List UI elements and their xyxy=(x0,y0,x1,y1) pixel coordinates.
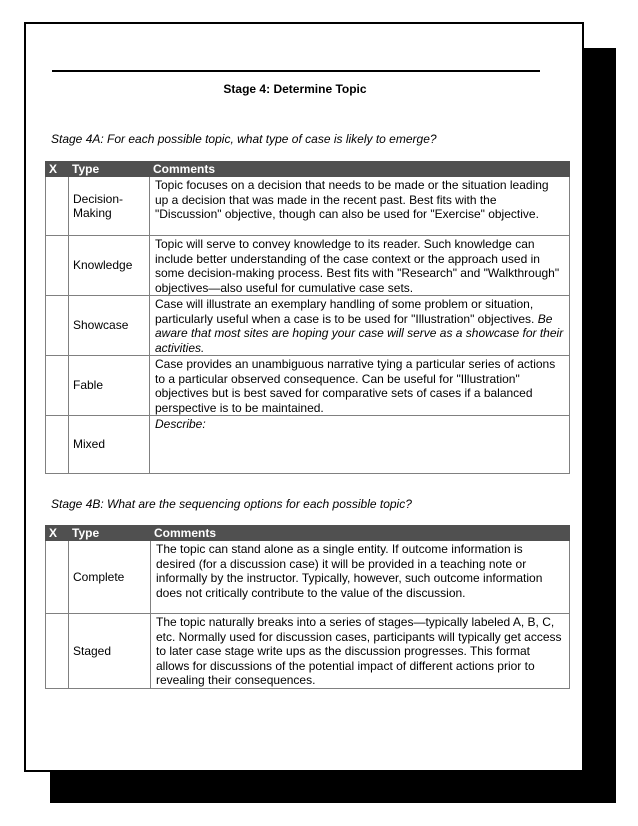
x-checkbox-cell[interactable] xyxy=(46,296,69,356)
section-a-prompt: Stage 4A: For each possible topic, what type of case is likely to emerge? xyxy=(51,132,437,146)
table-row xyxy=(46,416,570,474)
type-cell: Mixed xyxy=(69,416,150,474)
x-checkbox-cell[interactable] xyxy=(46,356,69,416)
header-x: X xyxy=(46,526,69,541)
x-checkbox-cell[interactable] xyxy=(46,541,69,614)
header-type: Type xyxy=(69,526,151,541)
stage-title: Stage 4: Determine Topic xyxy=(223,82,367,96)
sequencing-table xyxy=(45,525,570,689)
comment-cell xyxy=(150,296,570,356)
table-row xyxy=(46,177,570,236)
comment-text: Case will illustrate an exemplary handling of some problem or situation, particularly useful when a case is to be used for "Illustration" objectives. xyxy=(155,297,535,326)
table-row xyxy=(46,356,570,416)
comment-cell[interactable]: Describe: xyxy=(150,416,570,474)
type-cell: Showcase xyxy=(69,296,150,356)
table-row xyxy=(46,296,570,356)
type-cell: Knowledge xyxy=(69,236,150,296)
type-cell: Complete xyxy=(69,541,151,614)
comment-cell: The topic naturally breaks into a series of stages—typically labeled A, B, C, etc. Normally used for discussion cases, participants will typically get access to later case stage write ups as the discussion progresses. This format allows for discussions of the potential impact of different actions prior to revealing their consequences. xyxy=(151,614,570,689)
table-row xyxy=(46,614,570,689)
table-header-row xyxy=(46,162,570,177)
header-rule xyxy=(52,70,540,72)
header-comments: Comments xyxy=(150,162,570,177)
x-checkbox-cell[interactable] xyxy=(46,177,69,236)
comment-italic-note: Be aware that most sites are hoping your case will serve as a showcase for their activities. xyxy=(155,311,564,355)
type-cell: Fable xyxy=(69,356,150,416)
section-b-prompt: Stage 4B: What are the sequencing options for each possible topic? xyxy=(51,497,412,511)
comment-cell: Topic will serve to convey knowledge to its reader. Such knowledge can include better understanding of the case context or the approach used in some decision-making process. Best fits with "Research" and "Walkthrough" objectives—also useful for cumulative case sets. xyxy=(150,236,570,296)
x-checkbox-cell[interactable] xyxy=(46,416,69,474)
comment-cell: Case provides an unambiguous narrative tying a particular series of actions to a particular observed consequence. Can be useful for "Illustration" objectives but is best saved for comparative sets of cases if a balanced perspective is to be maintained. xyxy=(150,356,570,416)
x-checkbox-cell[interactable] xyxy=(46,236,69,296)
header-x: X xyxy=(46,162,69,177)
type-cell: Decision-Making xyxy=(69,177,150,236)
table-row xyxy=(46,236,570,296)
table-row xyxy=(46,541,570,614)
case-type-table xyxy=(45,161,570,474)
comment-cell: The topic can stand alone as a single entity. If outcome information is desired (for a discussion case) it will be provided in a teaching note or informally by the instructor. Typically, however, such outcome information does not critically contribute to the value of the discussion. xyxy=(151,541,570,614)
header-type: Type xyxy=(69,162,150,177)
x-checkbox-cell[interactable] xyxy=(46,614,69,689)
header-comments: Comments xyxy=(151,526,570,541)
comment-cell: Topic focuses on a decision that needs to be made or the situation leading up a decision that was made in the recent past. Best fits with the "Discussion" objective, though can also be used for "Exercise" objective. xyxy=(150,177,570,236)
type-cell: Staged xyxy=(69,614,151,689)
table-header-row xyxy=(46,526,570,541)
